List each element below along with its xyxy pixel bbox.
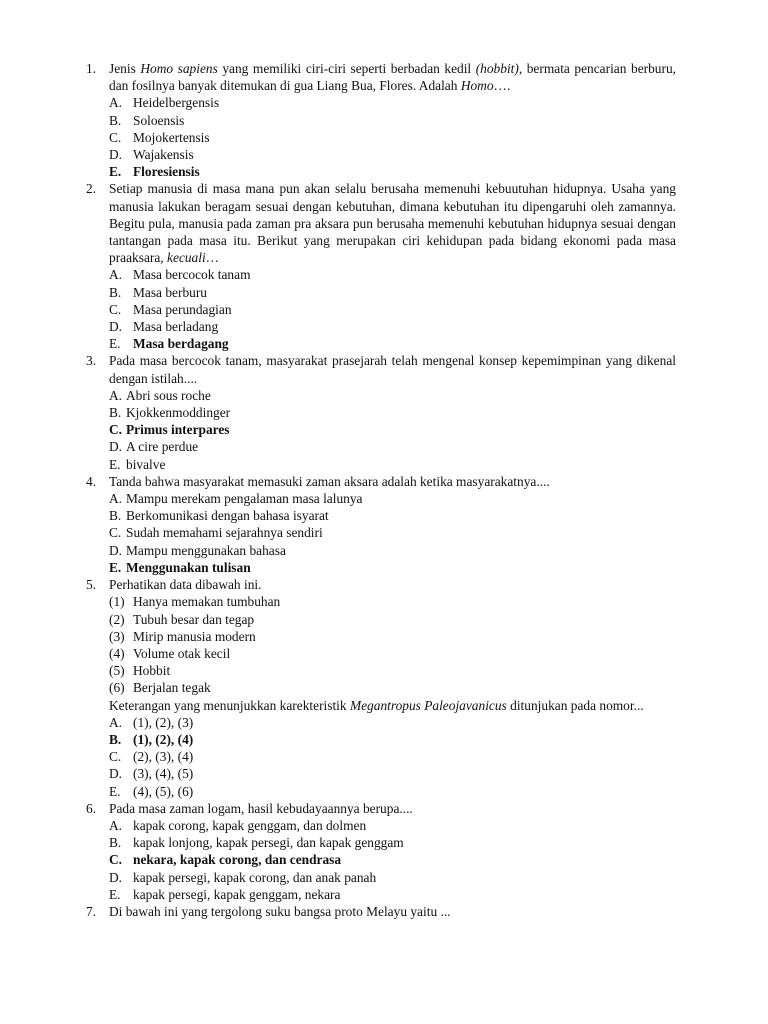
text-run: Perhatikan data dibawah ini. xyxy=(109,577,262,593)
option-text: bivalve xyxy=(126,456,166,472)
answer-option xyxy=(109,834,676,851)
answer-option xyxy=(109,817,676,834)
text-run: , bermata pencarian berburu, dan fosilnya banyak ditemukan di gua Liang Bua, Flores. Adalah xyxy=(109,61,676,94)
option-text: Abri sous roche xyxy=(126,387,211,403)
option-text: (4), (5), (6) xyxy=(133,783,194,799)
option-text: Heidelbergensis xyxy=(133,95,220,111)
option-text: Floresiensis xyxy=(133,164,200,180)
option-text: Mampu merekam pengalaman masa lalunya xyxy=(126,491,363,507)
data-list-item xyxy=(109,645,676,662)
option-text: A cire perdue xyxy=(126,439,199,455)
question-list xyxy=(86,60,676,920)
option-letter: B. xyxy=(109,284,122,300)
data-list-item xyxy=(109,611,676,628)
data-list-label: (4) xyxy=(109,645,125,661)
data-list-label: (1) xyxy=(109,594,125,610)
option-letter: C. xyxy=(109,749,122,765)
answer-option xyxy=(109,542,676,559)
question-item xyxy=(86,352,676,472)
data-list-text: Berjalan tegak xyxy=(133,680,211,696)
answer-option xyxy=(109,387,676,404)
question-number: 6. xyxy=(86,800,97,816)
option-text: Mampu menggunakan bahasa xyxy=(126,542,286,558)
option-letter: C. xyxy=(109,301,122,317)
question-number: 5. xyxy=(86,577,97,593)
option-letter: B. xyxy=(109,508,122,524)
data-list-item xyxy=(109,593,676,610)
question-item xyxy=(86,180,676,352)
option-letter: D. xyxy=(109,766,123,782)
option-letter: D. xyxy=(109,147,123,163)
data-list-item xyxy=(109,662,676,679)
answer-option xyxy=(109,94,676,111)
answer-option-correct xyxy=(109,421,676,438)
answer-option xyxy=(109,112,676,129)
question-stem xyxy=(109,180,676,266)
option-text: Menggunakan tulisan xyxy=(126,559,251,575)
answer-option xyxy=(109,869,676,886)
text-run: Pada masa zaman logam, hasil kebudayaannya berupa.... xyxy=(109,800,413,816)
option-letter: C. xyxy=(109,525,122,541)
data-list-text: Volume otak kecil xyxy=(133,645,231,661)
text-run: yang memiliki ciri-ciri seperti berbadan kedil xyxy=(217,61,476,76)
option-text: kapak lonjong, kapak persegi, dan kapak genggam xyxy=(133,835,404,851)
answer-option xyxy=(109,404,676,421)
option-text: (2), (3), (4) xyxy=(133,749,194,765)
option-text: (1), (2), (4) xyxy=(133,731,194,747)
question-stem xyxy=(109,60,676,94)
option-letter: D. xyxy=(109,869,123,885)
text-run: …. xyxy=(493,78,511,94)
text-run: … xyxy=(205,250,220,266)
answer-option xyxy=(109,318,676,335)
question-stem xyxy=(109,473,676,490)
option-letter: B. xyxy=(109,405,122,421)
option-letter: A. xyxy=(109,267,123,283)
answer-option xyxy=(109,714,676,731)
option-text: kapak persegi, kapak genggam, nekara xyxy=(133,886,341,902)
answer-option xyxy=(109,886,676,903)
answer-option xyxy=(109,456,676,473)
option-letter: D. xyxy=(109,319,123,335)
option-text: Soloensis xyxy=(133,112,185,128)
text-run: Tanda bahwa masyarakat memasuki zaman aksara adalah ketika masyarakatnya.... xyxy=(109,473,550,489)
data-list-item xyxy=(109,679,676,696)
option-letter: A. xyxy=(109,817,123,833)
option-letter: E. xyxy=(109,456,121,472)
question-number: 3. xyxy=(86,353,97,369)
answer-option xyxy=(109,748,676,765)
option-letter: A. xyxy=(109,95,123,111)
text-run: Pada masa bercocok tanam, masyarakat prasejarah telah mengenal konsep kepemimpinan yang dikenal dengan istilah.... xyxy=(109,353,676,386)
answer-option xyxy=(109,490,676,507)
italic-text: Megantropus Paleojavanicus xyxy=(349,697,507,713)
option-letter: D. xyxy=(109,542,123,558)
option-letter: E. xyxy=(109,336,121,352)
italic-text: Homo sapiens xyxy=(140,61,218,76)
option-text: Berkomunikasi dengan bahasa isyarat xyxy=(126,508,329,524)
text-run: Di bawah ini yang tergolong suku bangsa proto Melayu yaitu ... xyxy=(109,903,451,919)
italic-text: kecuali xyxy=(167,250,206,266)
option-letter: A. xyxy=(109,491,123,507)
answer-option xyxy=(109,146,676,163)
data-list-label: (3) xyxy=(109,628,125,644)
option-letter: B. xyxy=(109,731,122,747)
question-item xyxy=(86,60,676,180)
option-text: Masa berladang xyxy=(133,319,219,335)
answer-option-correct xyxy=(109,731,676,748)
option-letter: E. xyxy=(109,164,122,180)
text-run: Keterangan yang menunjukkan karekteristik xyxy=(109,697,350,713)
data-list-item xyxy=(109,628,676,645)
answer-option-correct xyxy=(109,851,676,868)
data-list-text: Tubuh besar dan tegap xyxy=(133,611,255,627)
option-text: (3), (4), (5) xyxy=(133,766,194,782)
question-stem xyxy=(109,800,676,817)
option-text: Masa berdagang xyxy=(133,336,229,352)
question-stem xyxy=(109,352,676,386)
option-letter: A. xyxy=(109,387,123,403)
option-letter: E. xyxy=(109,886,121,902)
option-text: (1), (2), (3) xyxy=(133,714,194,730)
question-number: 7. xyxy=(86,903,97,919)
question-number: 2. xyxy=(86,181,97,197)
answer-option-correct xyxy=(109,335,676,352)
data-list-label: (2) xyxy=(109,611,125,627)
option-letter: C. xyxy=(109,422,123,438)
answer-option xyxy=(109,284,676,301)
question-stem xyxy=(109,903,676,920)
answer-option xyxy=(109,783,676,800)
text-run: Jenis xyxy=(109,61,141,76)
answer-option xyxy=(109,266,676,283)
option-text: nekara, kapak corong, dan cendrasa xyxy=(133,852,342,868)
question-stem-continued xyxy=(109,697,676,714)
option-text: Masa bercocok tanam xyxy=(133,267,251,283)
data-list-text: Hobbit xyxy=(133,663,171,679)
option-letter: B. xyxy=(109,835,122,851)
text-run: Setiap manusia di masa mana pun akan selalu berusaha memenuhi kebuutuhan hidupnya. Usaha yang manusia lakukan beragam sesuai dengan kebutuhan, dimana kebutuhan itu dipengaruhi oleh zamannya. Begitu pula, manusia pada zaman pra aksara pun berusaha memenuhi kebutuhan hidupnya sesuai dengan tantangan pada masa itu. Berikut yang merupakan ciri kehidupan pada bidang ekonomi pada masa praaksara, xyxy=(109,181,676,266)
option-letter: E. xyxy=(109,559,122,575)
answer-option xyxy=(109,765,676,782)
option-text: kapak corong, kapak genggam, dan dolmen xyxy=(133,817,367,833)
option-letter: E. xyxy=(109,783,121,799)
option-text: Kjokkenmoddinger xyxy=(126,405,231,421)
answer-option-correct xyxy=(109,559,676,576)
italic-text: Homo xyxy=(460,78,494,94)
data-list-text: Mirip manusia modern xyxy=(133,628,256,644)
question-number: 4. xyxy=(86,473,97,489)
answer-option xyxy=(109,301,676,318)
question-item xyxy=(86,800,676,903)
answer-option xyxy=(109,438,676,455)
text-run: ditunjukan pada nomor... xyxy=(506,697,644,713)
question-item xyxy=(86,473,676,576)
option-text: Mojokertensis xyxy=(133,129,210,145)
data-list-text: Hanya memakan tumbuhan xyxy=(133,594,281,610)
option-text: Masa perundagian xyxy=(133,301,232,317)
option-letter: D. xyxy=(109,439,123,455)
question-item xyxy=(86,903,676,920)
option-letter: C. xyxy=(109,129,122,145)
option-text: Primus interpares xyxy=(126,422,230,438)
italic-text: (hobbit) xyxy=(475,61,519,76)
option-letter: A. xyxy=(109,714,123,730)
answer-option xyxy=(109,507,676,524)
option-text: Sudah memahami sejarahnya sendiri xyxy=(126,525,323,541)
data-list-label: (6) xyxy=(109,680,125,696)
option-letter: C. xyxy=(109,852,123,868)
question-stem xyxy=(109,576,676,593)
question-number: 1. xyxy=(86,61,97,76)
data-list-label: (5) xyxy=(109,663,125,679)
option-text: Wajakensis xyxy=(133,147,194,163)
option-text: Masa berburu xyxy=(133,284,207,300)
answer-option xyxy=(109,129,676,146)
option-text: kapak persegi, kapak corong, dan anak panah xyxy=(133,869,377,885)
answer-option-correct xyxy=(109,163,676,180)
question-item xyxy=(86,576,676,800)
answer-option xyxy=(109,524,676,541)
option-letter: B. xyxy=(109,112,122,128)
